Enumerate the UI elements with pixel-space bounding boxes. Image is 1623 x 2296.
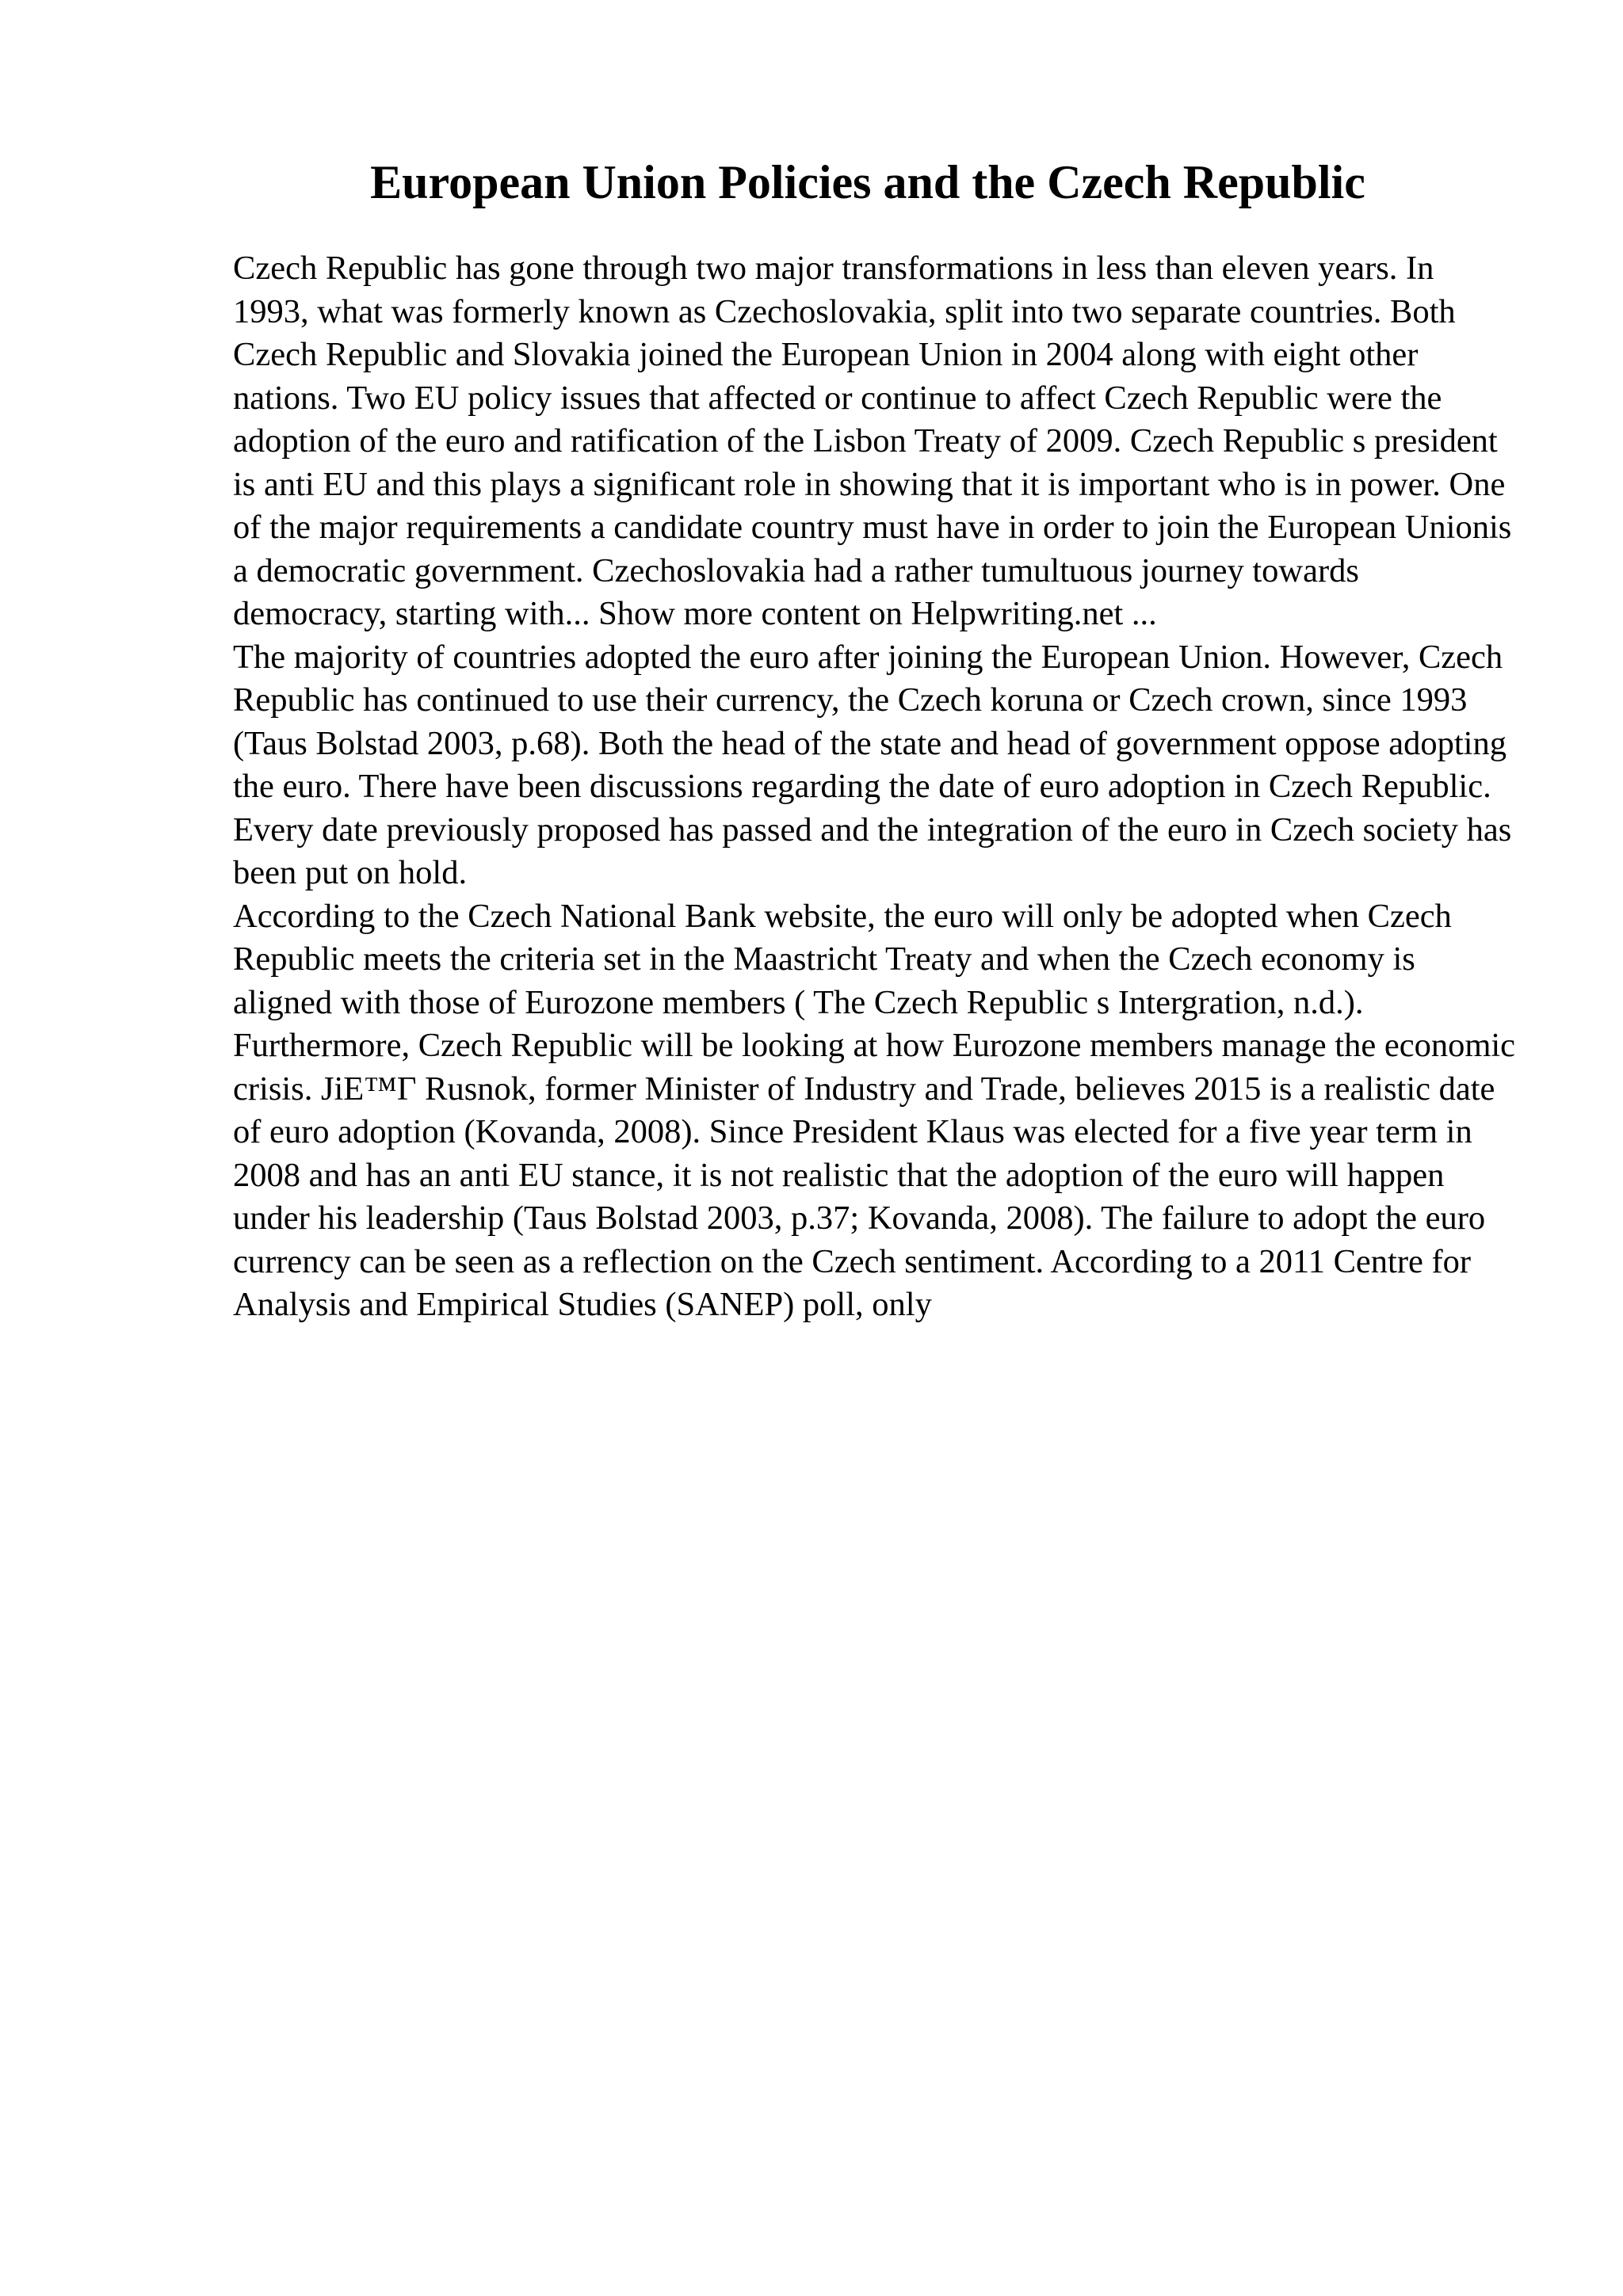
paragraph-2: The majority of countries adopted the euro after joining the European Union. However, Czech Republic has continued to use their currency, the Czech koruna or Czech crown, since 1993 (Taus Bolstad 2003, p.68). Both the head of the state and head of government oppose adopting the euro. There have been discussions regarding the date of euro adoption in Czech Republic. Every date previously proposed has passed and the integration of the euro in Czech society has been put on hold. (233, 638, 1512, 891)
paragraph-1: Czech Republic has gone through two major transformations in less than eleven years. In 1993, what was formerly known as Czechoslovakia, split into two separate countries. Both Czech Republic and Slovakia joined the European Union in 2004 along with eight other nations. Two EU policy issues that affected or continue to affect Czech Republic were the adoption of the euro and ratification of the Lisbon Treaty of 2009. Czech Republic s president is anti EU and this plays a significant role in showing that it is important who is in power. One of the major requirements a candidate country must have in order to join the European Unionis a democratic government. Czechoslovakia had a rather tumultuous journey towards democracy, starting with... Show more content on Helpwriting.net ... (233, 250, 1512, 632)
paragraph-3: According to the Czech National Bank website, the euro will only be adopted when Czech Republic meets the criteria set in the Maastricht Treaty and when the Czech economy is aligned with those of Eurozone members ( The Czech Republic s Intergration, n.d.). Furthermore, Czech Republic will be looking at how Eurozone members manage the economic crisis. JiЕ™Г Rusnok, former Minister of Industry and Trade, believes 2015 is a realistic date of euro adoption (Kovanda, 2008). Since President Klaus was elected for a five year term in 2008 and has an anti EU stance, it is not realistic that the adoption of the euro will happen under his leadership (Taus Bolstad 2003, p.37; Kovanda, 2008). The failure to adopt the euro currency can be seen as a reflection on the Czech sentiment. According to a 2011 Centre for Analysis and Empirical Studies (SANEP) poll, only (233, 897, 1516, 1323)
document-body (233, 247, 1517, 1327)
document-title: European Union Policies and the Czech Republic (370, 156, 1365, 208)
